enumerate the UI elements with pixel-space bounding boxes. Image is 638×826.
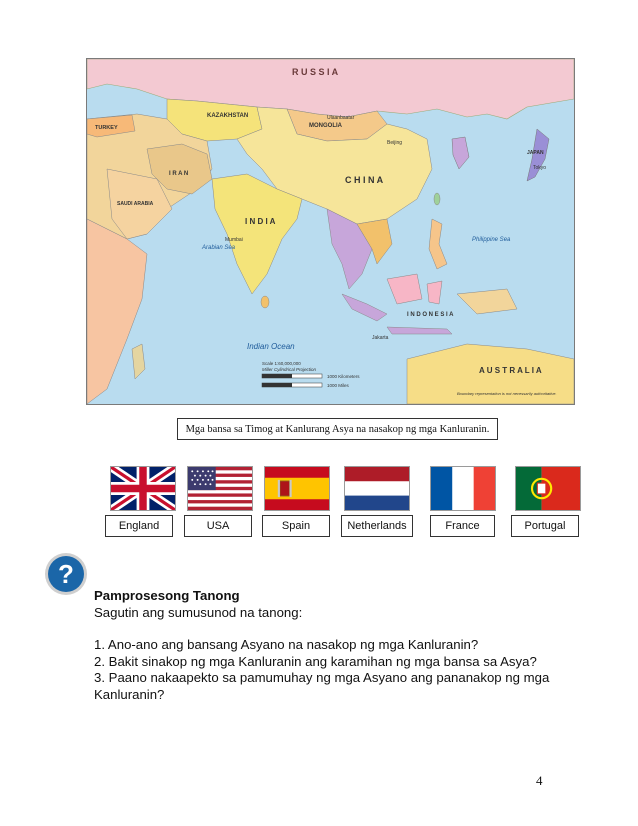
label-mi: 1000 Miles [327, 383, 349, 388]
label-boundary-note: Boundary representation is not necessarily authoritative. [457, 391, 557, 396]
label-scale: Scale 1:60,000,000 [262, 361, 301, 366]
page-number: 4 [536, 773, 543, 788]
flag-label-netherlands: Netherlands [341, 515, 413, 537]
label-mumbai: Mumbai [225, 237, 243, 243]
flag-portugal-icon [515, 466, 581, 511]
flag-france-icon [430, 466, 496, 511]
flag-netherlands-icon [344, 466, 410, 511]
flag-usa-icon [187, 466, 253, 511]
question-item: 3. Paano nakaapekto sa pamumuhay ng mga Asyano ang pananakop ng mga Kanluranin? [94, 670, 550, 702]
label-indian-ocean: Indian Ocean [247, 342, 295, 351]
label-iran: I R A N [169, 171, 189, 177]
label-india: I N D I A [245, 217, 276, 226]
flag-label-usa: USA [184, 515, 252, 537]
label-km: 1000 Kilometers [327, 374, 360, 379]
section-instruction: Sagutin ang sumusunod na tanong: [94, 604, 303, 620]
label-jakarta: Jakarta [372, 335, 389, 341]
label-arabian-sea: Arabian Sea [202, 245, 236, 251]
flag-spain-icon [264, 466, 330, 511]
question-mark-icon [44, 552, 88, 596]
flag-label-portugal: Portugal [511, 515, 579, 537]
question-item: 1. Ano-ano ang bansang Asyano na nasakop ng mga Kanluranin? [94, 637, 479, 652]
label-mongolia: MONGOLIA [309, 123, 342, 129]
label-china: C H I N A [345, 175, 384, 185]
label-tokyo: Tokyo [533, 165, 547, 171]
section-title: Pamprosesong Tanong [94, 588, 240, 603]
question-item: 2. Bakit sinakop ng mga Kanluranin ang karamihan ng mga bansa sa Asya? [94, 653, 537, 669]
flag-uk-icon [110, 466, 176, 511]
processing-questions [94, 588, 564, 703]
label-saudi: SAUDI ARABIA [117, 201, 154, 207]
flag-label-france: France [430, 515, 495, 537]
flag-label-england: England [105, 515, 173, 537]
asia-map [86, 58, 575, 405]
label-australia: A U S T R A L I A [479, 366, 542, 375]
label-kazakhstan: KAZAKHSTAN [207, 113, 249, 119]
label-philippine-sea: Philippine Sea [472, 237, 511, 243]
flag-label-spain: Spain [262, 515, 330, 537]
label-japan: JAPAN [527, 150, 544, 156]
label-indonesia: I N D O N E S I A [407, 312, 454, 318]
asia-map-graphic [87, 59, 574, 404]
label-ulaanbaatar: Ulaanbaatar [327, 115, 355, 121]
label-turkey: TURKEY [95, 125, 118, 131]
map-caption: Mga bansa sa Timog at Kanlurang Asya na nasakop ng mga Kanluranin. [177, 418, 498, 440]
label-projection: Miller Cylindrical Projection [262, 367, 317, 372]
label-russia: R U S S I A [292, 67, 339, 77]
svg-text:?: ? [58, 559, 74, 589]
label-beijing: Beijing [387, 140, 403, 146]
